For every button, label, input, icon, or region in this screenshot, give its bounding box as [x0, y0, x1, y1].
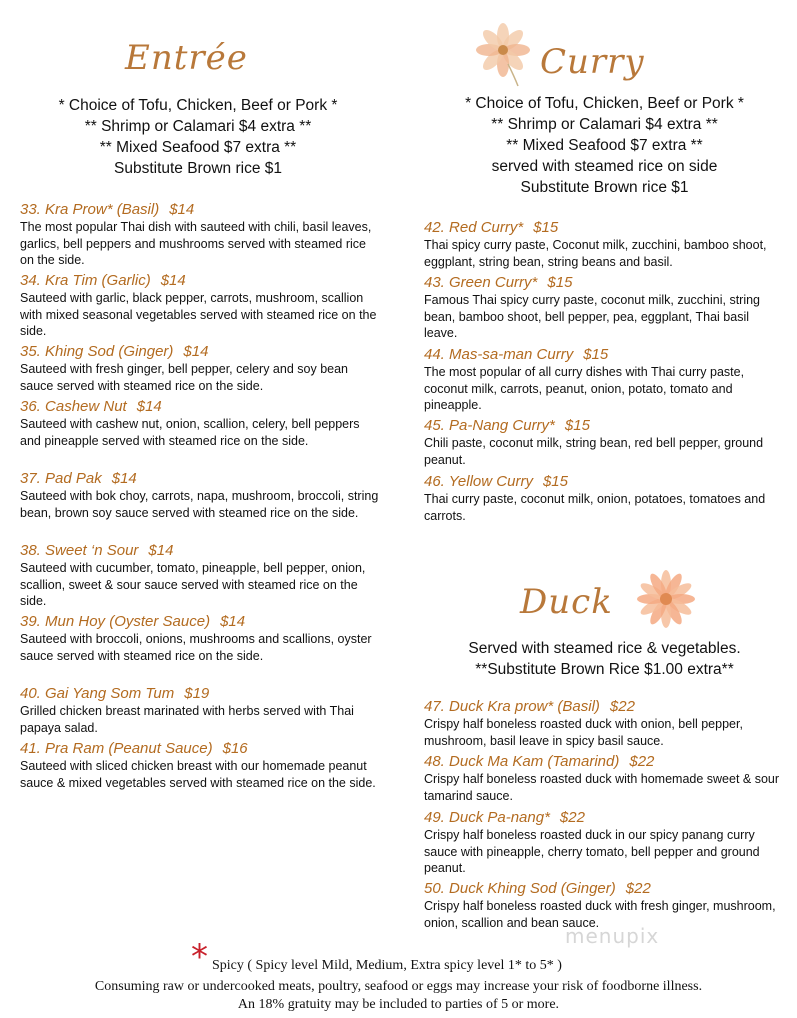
- curry-title: Curry: [540, 42, 645, 82]
- spicy-legend: Spicy ( Spicy level Mild, Medium, Extra spicy level 1* to 5* ): [212, 958, 562, 973]
- item-name: 46. Yellow Curry: [424, 473, 533, 490]
- flower-icon: [630, 566, 702, 632]
- item-name: 37. Pad Pak: [20, 470, 102, 487]
- item-description: Grilled chicken breast marinated with herbs served with Thai papaya salad.: [20, 704, 354, 735]
- item-description: Crispy half boneless roasted duck with homemade sweet & sour tamarind sauce.: [424, 772, 780, 803]
- food-safety-notice: Consuming raw or undercooked meats, poultry, seafood or eggs may increase your risk of foodborne illness.: [94, 979, 703, 994]
- entree-note: ** Shrimp or Calamari $4 extra **: [84, 118, 312, 135]
- item-price: $19: [184, 685, 210, 702]
- item-description: Famous Thai spicy curry paste, coconut milk, zucchini, string bean, bamboo shoot, bell pepper, pea, eggplant, Thai basil leave.: [424, 293, 761, 340]
- item-name: 35. Khing Sod (Ginger): [20, 343, 174, 360]
- item-price: $16: [222, 740, 248, 757]
- item-description: The most popular of all curry dishes with Thai curry paste, coconut milk, carrots, peanut, onion, potato, tomato and pineapple.: [424, 365, 745, 412]
- duck-title: Duck: [520, 582, 613, 622]
- flower-icon: [468, 18, 538, 88]
- menu-item: [20, 541, 380, 610]
- curry-note: ** Mixed Seafood $7 extra **: [506, 137, 703, 154]
- item-description: Thai curry paste, coconut milk, onion, potatoes, tomatoes and carrots.: [424, 492, 766, 523]
- item-name: 44. Mas-sa-man Curry: [424, 346, 574, 363]
- item-name: 33. Kra Prow* (Basil): [20, 201, 160, 218]
- gratuity-notice: An 18% gratuity may be included to parties of 5 or more.: [237, 997, 560, 1012]
- watermark: menupix: [565, 924, 660, 948]
- duck-note: **Substitute Brown Rice $1.00 extra**: [475, 661, 734, 678]
- item-price: $15: [583, 346, 609, 363]
- menu-item: [20, 739, 380, 791]
- item-price: $14: [169, 201, 195, 218]
- item-price: $15: [542, 473, 568, 490]
- menu-item: [20, 397, 380, 449]
- menu-item: [424, 697, 784, 749]
- item-name: 34. Kra Tim (Garlic): [20, 272, 151, 289]
- duck-note: Served with steamed rice & vegetables.: [468, 640, 741, 657]
- item-price: $14: [148, 542, 174, 559]
- item-description: Thai spicy curry paste, Coconut milk, zucchini, bamboo shoot, eggplant, string bean, string beans and basil.: [424, 238, 767, 269]
- item-name: 36. Cashew Nut: [20, 398, 127, 415]
- entree-note: * Choice of Tofu, Chicken, Beef or Pork *: [58, 97, 338, 114]
- entree-title: Entrée: [125, 38, 248, 78]
- item-description: Sauteed with cucumber, tomato, pineapple, bell pepper, onion, scallion, sweet & sour sauce served with steamed rice on the side.: [20, 561, 366, 608]
- menu-item: [20, 342, 380, 394]
- item-name: 41. Pra Ram (Peanut Sauce): [20, 740, 213, 757]
- item-description: Crispy half boneless roasted duck in our spicy panang curry sauce with pineapple, cherry tomato, bell pepper and ground peanut.: [424, 828, 760, 875]
- item-description: The most popular Thai dish with sauteed with chili, basil leaves, garlics, bell peppers and mushrooms served with steamed rice on the side.: [20, 220, 372, 267]
- item-price: $14: [220, 613, 246, 630]
- item-name: 40. Gai Yang Som Tum: [20, 685, 175, 702]
- entree-notes: [0, 95, 396, 179]
- menu-item: [424, 752, 784, 804]
- item-price: $14: [136, 398, 162, 415]
- entree-note: Substitute Brown rice $1: [113, 160, 282, 177]
- menu-item: [424, 472, 784, 524]
- spicy-star-icon: *: [191, 937, 208, 977]
- entree-note: ** Mixed Seafood $7 extra **: [99, 139, 297, 156]
- item-description: Sauteed with bok choy, carrots, napa, mushroom, broccoli, string bean, brown soy sauce served with steamed rice on the side.: [20, 489, 379, 520]
- item-name: 47. Duck Kra prow* (Basil): [424, 698, 600, 715]
- item-description: Sauteed with cashew nut, onion, scallion, celery, bell peppers and pineapple served with steamed rice on the side.: [20, 417, 360, 448]
- item-price: $22: [625, 880, 651, 897]
- curry-notes: [412, 93, 797, 198]
- curry-note: Substitute Brown rice $1: [520, 179, 689, 196]
- item-description: Chili paste, coconut milk, string bean, red bell pepper, ground peanut.: [424, 436, 764, 467]
- menu-item: [20, 469, 380, 521]
- curry-note: ** Shrimp or Calamari $4 extra **: [491, 116, 718, 133]
- menu-item: [424, 808, 784, 877]
- item-name: 49. Duck Pa-nang*: [424, 809, 550, 826]
- item-name: 50. Duck Khing Sod (Ginger): [424, 880, 616, 897]
- item-description: Sauteed with sliced chicken breast with our homemade peanut sauce & mixed vegetables served with steamed rice on the side.: [20, 759, 376, 790]
- menu-item: [424, 273, 784, 342]
- item-price: $22: [559, 809, 585, 826]
- item-description: Crispy half boneless roasted duck with fresh ginger, mushroom, onion, scallion and bean sauce.: [424, 899, 776, 930]
- item-name: 38. Sweet ‘n Sour: [20, 542, 139, 559]
- item-name: 43. Green Curry*: [424, 274, 538, 291]
- item-description: Crispy half boneless roasted duck with onion, bell pepper, mushroom, basil leave in spicy basil sauce.: [424, 717, 743, 748]
- item-description: Sauteed with broccoli, onions, mushrooms and scallions, oyster sauce served with steamed rice on the side.: [20, 632, 372, 663]
- menu-item: [20, 612, 380, 664]
- item-price: $15: [564, 417, 590, 434]
- menu-item: [20, 271, 380, 340]
- item-price: $22: [629, 753, 655, 770]
- item-name: 39. Mun Hoy (Oyster Sauce): [20, 613, 211, 630]
- menu-item: [20, 200, 380, 269]
- item-price: $22: [609, 698, 635, 715]
- menu-item: [424, 345, 784, 414]
- item-price: $14: [111, 470, 137, 487]
- item-price: $14: [183, 343, 209, 360]
- duck-notes: [412, 638, 797, 680]
- item-name: 45. Pa-Nang Curry*: [424, 417, 555, 434]
- item-name: 48. Duck Ma Kam (Tamarind): [424, 753, 620, 770]
- menu-item: [424, 218, 784, 270]
- item-description: Sauteed with garlic, black pepper, carrots, mushroom, scallion with mixed seasonal vegetables served with steamed rice on the side.: [20, 291, 377, 338]
- menu-item: [424, 416, 784, 468]
- curry-note: served with steamed rice on side: [491, 158, 718, 175]
- curry-note: * Choice of Tofu, Chicken, Beef or Pork *: [465, 95, 744, 112]
- menu-item: [20, 684, 380, 736]
- item-description: Sauteed with fresh ginger, bell pepper, celery and soy bean sauce served with steamed rice on the side.: [20, 362, 348, 393]
- item-name: 42. Red Curry*: [424, 219, 524, 236]
- item-price: $15: [547, 274, 573, 291]
- item-price: $15: [533, 219, 559, 236]
- item-price: $14: [160, 272, 186, 289]
